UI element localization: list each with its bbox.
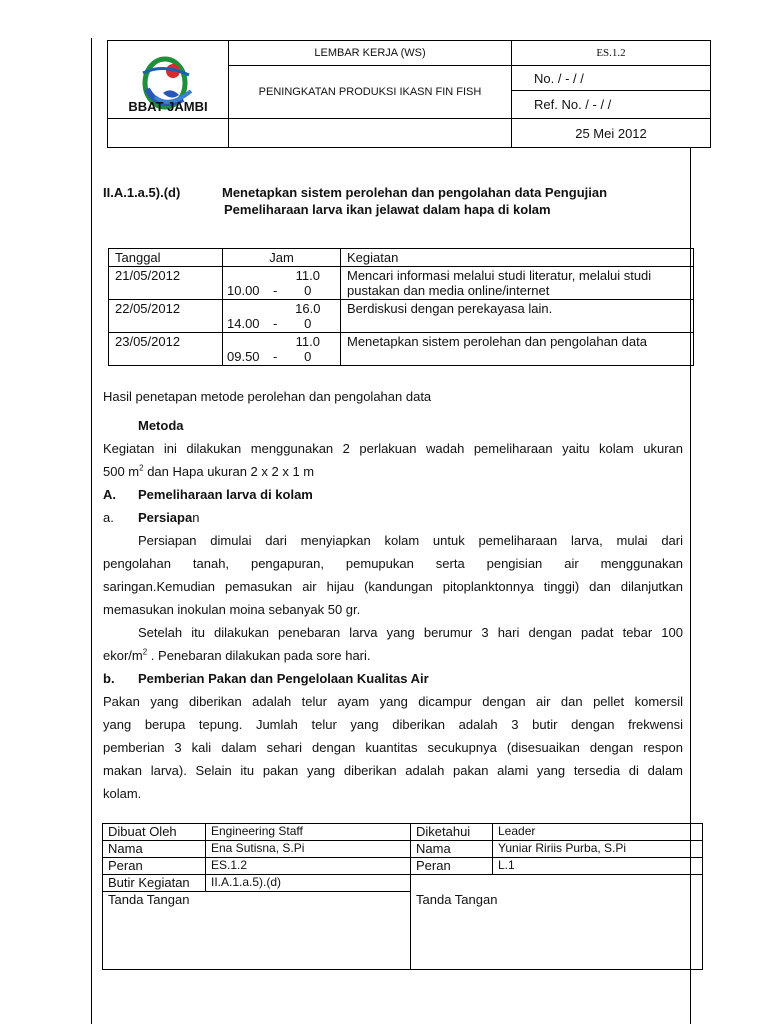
role-label: Peran	[103, 858, 206, 875]
time-end: 11.0	[295, 268, 320, 283]
role-label: Peran	[411, 858, 493, 875]
paragraph-3-line3: pemberian 3 kali dalam sehari dengan kuantitas secukupnya (disesuaikan dengan respon	[103, 740, 683, 755]
table-row	[103, 875, 703, 892]
table-header-row	[109, 249, 694, 267]
butir-label: Butir Kegiatan	[103, 875, 206, 892]
intro-text: Hasil penetapan metode perolehan dan pengolahan data	[103, 389, 432, 404]
section-title-line2: Pemeliharaan larva ikan jelawat dalam hapa di kolam	[224, 202, 551, 217]
paragraph-2-line1: Setelah itu dilakukan penebaran larva yang berumur 3 hari dengan padat tebar 100	[138, 625, 683, 640]
doc-code: ES.1.2	[512, 41, 711, 66]
row-activity: Menetapkan sistem perolehan dan pengolahan data	[341, 333, 694, 366]
paragraph-3-line2: yang berupa tepung. Jumlah telur yang diberikan adalah 3 butir dengan frekwensi	[103, 717, 683, 732]
table-row	[103, 824, 703, 841]
time-end: 11.0	[295, 334, 320, 349]
butir-value: II.A.1.a.5).(d)	[206, 875, 411, 892]
ref-number: Ref. No. / - / /	[512, 91, 711, 119]
method-text-line2: 500 $m^2$ dan Hapa ukuran 2 x 2 x 1 m	[103, 463, 315, 479]
signature-area	[103, 892, 411, 970]
table-row	[109, 333, 694, 366]
doc-type: LEMBAR KERJA (WS)	[229, 41, 512, 66]
section-a-title: Pemeliharaan larva di kolam	[138, 487, 313, 502]
paragraph-2-line2: ekor/$m^2$ . Penebaran dilakukan pada sore hari.	[103, 647, 371, 663]
time-end-wrap: 0	[304, 283, 312, 298]
section-a-heading	[103, 483, 683, 506]
sub-a-title: Persiapa	[138, 510, 193, 525]
column-header: Jam	[223, 249, 341, 267]
time-start: 10.00	[227, 283, 260, 298]
role-value: ES.1.2	[206, 858, 411, 875]
paragraph-1-line4: memasukan inokulan moina sebanyak 50 gr.	[103, 602, 361, 617]
time-dash: -	[273, 283, 278, 298]
doc-date: 25 Mei 2012	[512, 119, 711, 148]
doc-title: PENINGKATAN PRODUKSI IKASN FIN FISH	[229, 66, 512, 119]
made-by-value: Engineering Staff	[206, 824, 411, 841]
time-start: 09.50	[227, 349, 260, 364]
activity-table	[108, 248, 694, 366]
sub-a-heading: a. Persiapan	[103, 510, 200, 525]
name-label: Nama	[411, 841, 493, 858]
time-end-wrap: 0	[304, 316, 312, 331]
document-header	[107, 40, 711, 148]
section-a-label: A.	[103, 487, 116, 502]
section-b-heading	[103, 667, 683, 690]
method-text-line1: Kegiatan ini dilakukan menggunakan 2 perlakuan wadah pemeliharaan yaitu kolam ukuran	[103, 441, 683, 456]
known-label: Diketahui	[411, 824, 493, 841]
time-end-wrap: 0	[304, 349, 312, 364]
sign-label: Tanda Tangan	[108, 892, 190, 907]
time-dash: -	[273, 349, 278, 364]
doc-number: No. / - / /	[512, 66, 711, 91]
row-date: 21/05/2012	[109, 267, 223, 300]
method-title: Metoda	[138, 418, 184, 433]
table-row	[103, 858, 703, 875]
signature-area	[411, 892, 703, 970]
row-date: 23/05/2012	[109, 333, 223, 366]
section-title-line1: Menetapkan sistem perolehan dan pengolahan data Pengujian	[222, 185, 608, 200]
column-header: Tanggal	[109, 249, 223, 267]
paragraph-3-line1: Pakan yang diberikan adalah telur ayam yang dicampur dengan air dan pellet komersil	[103, 694, 683, 709]
logo-cell	[108, 41, 229, 119]
table-row	[109, 300, 694, 333]
row-activity: Berdiskusi dengan perekayasa lain.	[341, 300, 694, 333]
time-start: 14.00	[227, 316, 260, 331]
known-value: Leader	[493, 824, 703, 841]
row-activity: Mencari informasi melalui studi literatur, melalui studi pustakan dan media online/internet	[341, 267, 694, 300]
row-time	[223, 267, 341, 300]
time-dash: -	[273, 316, 278, 331]
name-value: Yuniar Ririis Purba, S.Pi	[493, 841, 703, 858]
org-name: BBAT JAMBI	[128, 99, 208, 114]
made-by-label: Dibuat Oleh	[103, 824, 206, 841]
name-label: Nama	[103, 841, 206, 858]
paragraph-1-line2: pengolahan tanah, pengapuran, pemupukan serta pengisian air menggunakan	[103, 556, 683, 571]
paragraph-3-line4: makan larva). Selain itu pakan yang diberikan adalah pakan alami yang tersedia di dalam	[103, 763, 683, 778]
sub-a-label: a.	[103, 510, 114, 525]
time-end: 16.0	[295, 301, 321, 316]
table-row	[103, 841, 703, 858]
row-time	[223, 300, 341, 333]
role-value: L.1	[493, 858, 703, 875]
section-b-label: b.	[103, 671, 115, 686]
name-value: Ena Sutisna, S.Pi	[206, 841, 411, 858]
section-b-title: Pemberian Pakan dan Pengelolaan Kualitas Air	[138, 671, 429, 686]
paragraph-1-line1: Persiapan dimulai dari menyiapkan kolam untuk pemeliharaan larva, mulai dari	[138, 533, 683, 548]
paragraph-1-line3: saringan.Kemudian pemasukan air hijau (kandungan pitoplanktonnya tinggi) dan dilanjutkan	[103, 579, 683, 594]
table-row	[103, 892, 703, 970]
sign-label: Tanda Tangan	[416, 891, 498, 907]
section-code: II.A.1.a.5).(d)	[103, 185, 181, 200]
row-date: 22/05/2012	[109, 300, 223, 333]
row-time	[223, 333, 341, 366]
table-row	[109, 267, 694, 300]
left-margin-line	[91, 38, 92, 1024]
paragraph-3-line5: kolam.	[103, 786, 142, 801]
signature-table	[102, 823, 703, 970]
column-header: Kegiatan	[341, 249, 694, 267]
